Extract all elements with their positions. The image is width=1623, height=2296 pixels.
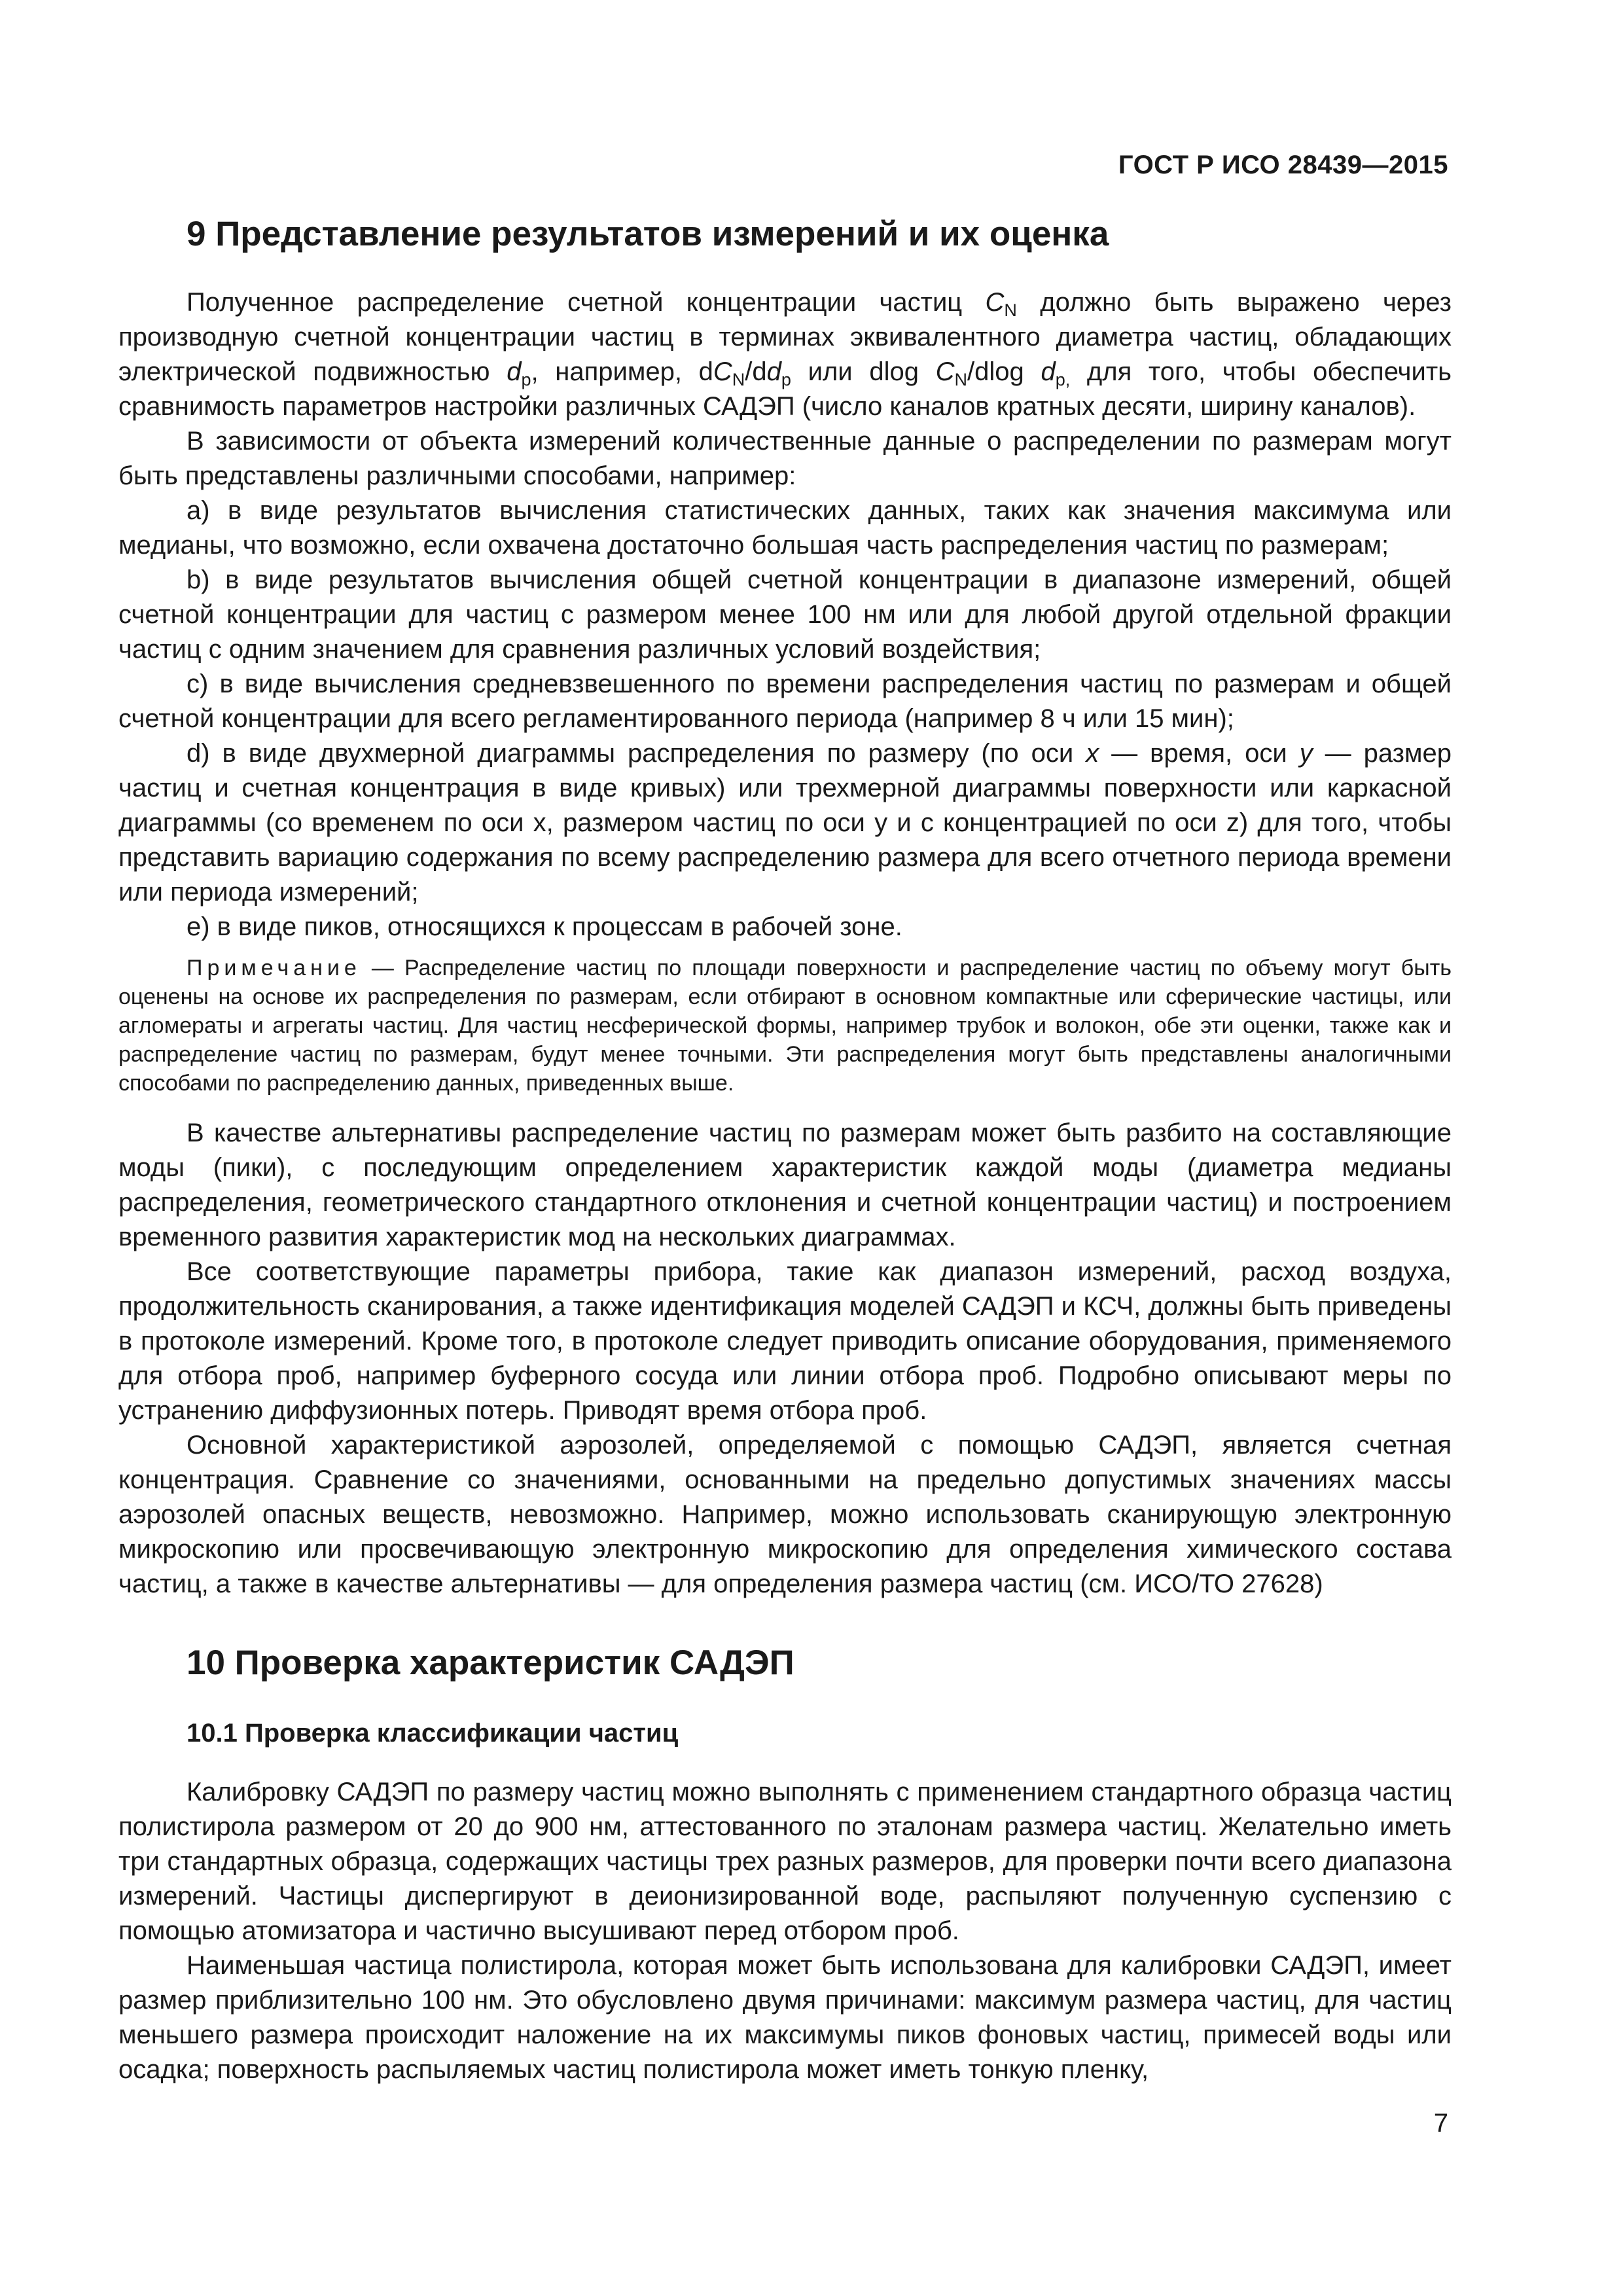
- note-text: — Распределение частиц по площади поверхности и распределение частиц по объему могут быть оценены на основе их распределения по размерам, если отбирают в основном компактные или сферические частицы, или агломераты и агрегаты частиц. Для частиц несферической формы, например трубок и волокон, обе эти оценки, также как и распределение частиц по размерам, будут менее точными. Эти распределения могут быть представлены аналогичными способами по распределению данных, приведенных выше.: [118, 955, 1452, 1096]
- list-item-d: d) в виде двухмерной диаграммы распределения по размеру (по оси х — время, оси у — размер частиц и счетная концентрация в виде кривых) или трехмерной диаграммы поверхности или каркасной диаграммы (со временем по оси х, размером частиц по оси у и с концентрацией по оси z) для того, чтобы представить вариацию содержания по всему распределению размера для всего отчетного периода времени или периода измерений;: [118, 738, 1452, 906]
- section-9-paragraph-1: Полученное распределение счетной концентрации частиц $C_N$ должно быть выражено через производную счетной концентрации частиц в терминах эквивалентного диаметра частиц, обладающих электрической подвижностью $d_p$, например, $dC_N/dd_p$ или dlog $C_N$/dlog $d_{p,}$ для того, чтобы обеспечить сравнимость параметров настройки различных САДЭП (число каналов кратных десяти, ширину каналов).: [118, 287, 1452, 421]
- list-item-a: а) в виде результатов вычисления статистических данных, таких как значения максимума или медианы, что возможно, если охвачена достаточно большая часть распределения частиц по размерам;: [118, 495, 1452, 560]
- list-item-c: с) в виде вычисления средневзвешенного по времени распределения частиц по размерам и общей счетной концентрации для всего регламентированного периода (например 8 ч или 15 мин);: [118, 669, 1452, 733]
- page-number: 7: [1433, 2109, 1448, 2138]
- page-content: [118, 213, 1452, 2087]
- section-9-paragraph-2: В зависимости от объекта измерений количественные данные о распределении по размерам могут быть представлены различными способами, например:: [118, 426, 1452, 490]
- list-item-b: b) в виде результатов вычисления общей счетной концентрации в диапазоне измерений, общей счетной концентрации для частиц с размером менее 100 нм или для любой другой отдельной фракции частиц с одним значением для сравнения различных условий воздействия;: [118, 565, 1452, 664]
- section-9-title: 9 Представление результатов измерений и их оценка: [187, 215, 1109, 253]
- section-10-title: 10 Проверка характеристик САДЭП: [187, 1643, 794, 1682]
- list-item-e: е) в виде пиков, относящихся к процессам в рабочей зоне.: [187, 912, 902, 941]
- section-10-paragraph-1: Калибровку САДЭП по размеру частиц можно выполнять с применением стандартного образца частиц полистирола размером от 20 до 900 нм, аттестованного по эталонам размера частиц. Желательно иметь три стандартных образца, содержащих частицы трех разных размеров, для проверки почти всего диапазона измерений. Частицы диспергируют в деионизированной воде, распыляют полученную суспензию с помощью атомизатора и частично высушивают перед отбором проб.: [118, 1778, 1452, 1946]
- note-label: Примечание: [187, 955, 361, 980]
- section-10-paragraph-2: Наименьшая частица полистирола, которая может быть использована для калибровки САДЭП, имеет размер приблизительно 100 нм. Это обусловлено двумя причинами: максимум размера частиц, для частиц меньшего размера происходит наложение на их максимумы пиков фоновых частиц, примесей воды или осадка; поверхность распыляемых частиц полистирола может иметь тонкую пленку,: [118, 1951, 1452, 2085]
- subsection-10-1-title: 10.1 Проверка классификации частиц: [187, 1719, 679, 1748]
- section-9-paragraph-3: В качестве альтернативы распределение частиц по размерам может быть разбито на составляющие моды (пики), с последующим определением характеристик каждой моды (диаметра медианы распределения, геометрического стандартного отклонения и счетной концентрации частиц) и построением временного развития характеристик мод на нескольких диаграммах.: [118, 1118, 1452, 1251]
- standard-designation: ГОСТ Р ИСО 28439—2015: [1118, 151, 1448, 179]
- section-9-paragraph-5: Основной характеристикой аэрозолей, определяемой с помощью САДЭП, является счетная концентрация. Сравнение со значениями, основанными на предельно допустимых значениях массы аэрозолей опасных веществ, невозможно. Например, можно использовать сканирующую электронную микроскопию или просвечивающую электронную микроскопию для определения химического состава частиц, а также в качестве альтернативы — для определения размера частиц (см. ИСО/ТО 27628): [118, 1430, 1452, 1598]
- section-9-paragraph-4: Все соответствующие параметры прибора, такие как диапазон измерений, расход воздуха, продолжительность сканирования, а также идентификация моделей САДЭП и КСЧ, должны быть приведены в протоколе измерений. Кроме того, в протоколе следует приводить описание оборудования, применяемого для отбора проб, например буферного сосуда или линии отбора проб. Подробно описывают меры по устранению диффузионных потерь. Приводят время отбора проб.: [118, 1257, 1452, 1425]
- note: [118, 954, 1452, 1098]
